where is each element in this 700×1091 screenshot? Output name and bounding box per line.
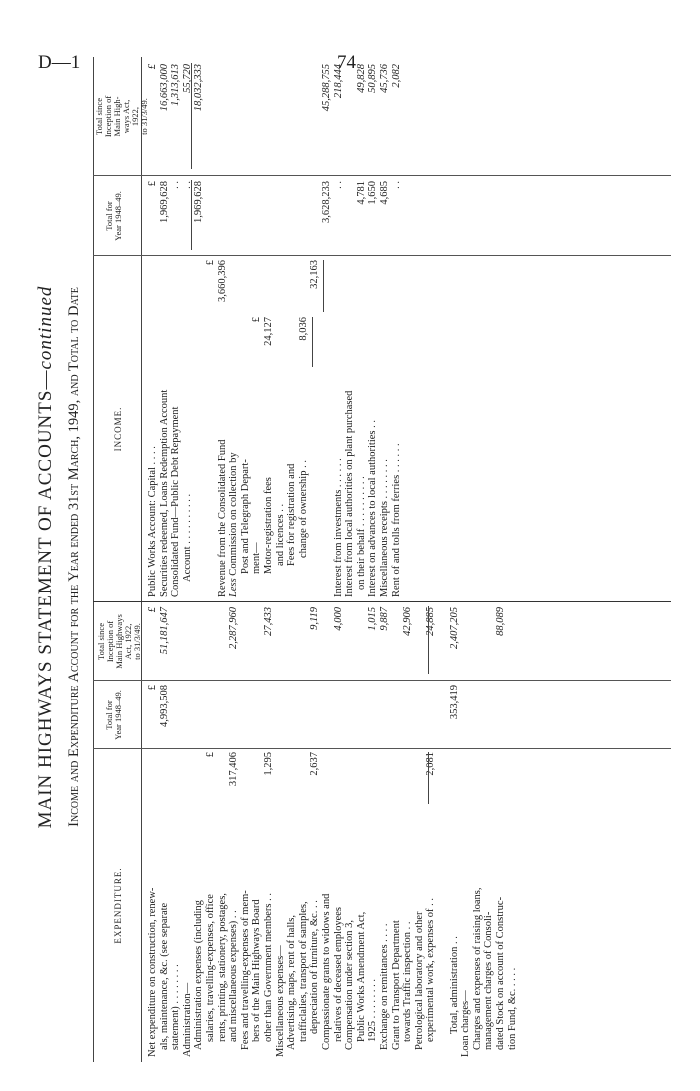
statement-row-text: Petrological laboratory and other [413, 911, 425, 1050]
statement-row-text: Motor-registration fees [263, 477, 274, 574]
amount-value: 51,181,647 [158, 607, 170, 655]
income-year-header [105, 176, 123, 256]
amount-value: 1,969,628 [158, 181, 170, 223]
title-main: MAIN HIGHWAYS STATEMENT OF ACCOUNTS— [35, 369, 56, 829]
amount-value: . . [181, 181, 193, 189]
amount-value: 1,650 [367, 181, 379, 205]
statement-row-text: bers of the Main Highways Board [251, 899, 263, 1042]
inc-sum-rule-year [191, 180, 192, 250]
statement-row-text: Public Works Amendment Act, [355, 911, 367, 1042]
header-rule-bottom [141, 57, 142, 1062]
statement-row-text: rents, printing, stationery, postages, [216, 893, 228, 1042]
statement-row-text: Interest from investments . . . . . . [332, 458, 344, 597]
column-header-line: Total since [96, 623, 106, 660]
amount-value: 2,081 [425, 752, 437, 776]
statement-row-text: Grant to Transport Department [390, 920, 402, 1050]
header-rule-top [93, 57, 94, 1062]
column-header-line: Main High- [112, 96, 122, 137]
amount-value: 24,127 [263, 317, 274, 346]
column-header-line: Act, 1922, [123, 623, 133, 660]
amount-value: 42,906 [402, 607, 414, 636]
statement-row-text: change of ownership . . [297, 460, 309, 558]
statement-row-text: Compensation under section 3, [344, 919, 356, 1050]
column-header-line: Inception of [105, 620, 115, 663]
rotated-statement-table [35, 52, 675, 1062]
column-divider-inc-1 [93, 255, 671, 256]
column-header-line: Total since [94, 98, 104, 135]
amount-value: 2,287,960 [228, 607, 240, 649]
statement-row-text: ment— [251, 542, 263, 574]
column-divider-exp-2 [93, 680, 671, 681]
statement-row-text: statement) . . . . . . . . [170, 964, 182, 1050]
amount-value: 2,637 [309, 752, 321, 776]
column-header-line: 1922, [130, 106, 140, 127]
expenditure-year-header [105, 681, 123, 749]
amount-value: 1,295 [263, 752, 274, 776]
statement-row-text: Compassionate grants to widows and [321, 893, 332, 1050]
inc-sub-rule [323, 260, 324, 312]
amount-value: 24,885 [425, 607, 437, 636]
amount-value: 45,736 [379, 64, 390, 93]
amount-value: 49,828 [355, 64, 367, 93]
amount-value: 9,887 [379, 607, 390, 631]
statement-row-text: Public Works Account: Capital . . . . [147, 446, 158, 597]
amount-value: £ [147, 181, 158, 187]
title-suffix: continued [35, 285, 56, 370]
amount-value: 4,781 [355, 181, 367, 205]
statement-title [35, 52, 57, 1062]
statement-row-text: Total, administration . . [448, 936, 460, 1034]
column-header-line: to 31/3/49. [132, 623, 142, 660]
amount-value: 218,444 [332, 64, 344, 99]
statement-row-text: Account . . . . . . . . . . [181, 493, 193, 582]
amount-value: . . [170, 181, 182, 189]
amount-value: 45,288,755 [321, 64, 332, 112]
statement-row-text: Revenue from the Consolidated Fund [216, 439, 228, 597]
amount-value: 1,015 [367, 607, 379, 631]
statement-row-text: salaries, travelling-expenses, office [205, 894, 216, 1042]
statement-row-text: Fees and travelling-expenses of mem- [239, 890, 251, 1050]
income-since-header [95, 57, 149, 176]
statement-row-text: Miscellaneous receipts . . . . . . . . [379, 459, 390, 597]
amount-value: 55,720 [181, 64, 193, 93]
statement-row-text: Exchange on remittances . . . . [379, 923, 390, 1050]
statement-row-text: experimental work, expenses of . . [425, 897, 437, 1042]
statement-row-text: towards Traffic inspection . . [402, 921, 414, 1042]
statement-row-text: Securities redeemed, Loans Redemption Account [158, 389, 170, 597]
statement-row-text: Administration— [181, 982, 193, 1057]
column-header-line: Year 1948–49. [113, 191, 123, 241]
amount-value: 18,032,333 [193, 64, 205, 112]
statement-row-text: relatives of deceased employees [332, 907, 344, 1042]
exp-total-rule-sub [428, 752, 429, 804]
column-header-line: Year 1948–49. [113, 690, 123, 740]
statement-row-text: depreciation of furniture, &c. . . [309, 900, 321, 1034]
inc-sum-rule-since [191, 63, 192, 169]
expenditure-header: EXPENDITURE. [113, 867, 123, 944]
expenditure-since-header [97, 602, 142, 681]
inc-inner-rule [312, 317, 313, 367]
amount-value: 1,969,628 [193, 181, 205, 223]
page-reference: D—1 [38, 52, 81, 73]
amount-value: 4,685 [379, 181, 390, 205]
amount-value: 4,000 [332, 607, 344, 631]
statement-row-text: als, maintenance, &c. (see separate [158, 902, 170, 1050]
column-divider-inc-2 [93, 175, 671, 176]
statement-row-text: on their behalf . . . . . . . . . . [355, 476, 367, 590]
amount-value: £ [147, 685, 158, 691]
amount-value: 27,433 [263, 607, 274, 636]
amount-value: 4,993,508 [158, 685, 170, 727]
amount-value: 88,089 [495, 607, 506, 636]
amount-value: 1,313,613 [170, 64, 182, 106]
statement-row-text: tion Fund, &c. . . . . [506, 967, 518, 1050]
statement-row-text: trafficlalies, transport of samples, [297, 901, 309, 1042]
amount-value: . . [332, 181, 344, 189]
statement-row-text: Interest on advances to local authorities . . [367, 420, 379, 597]
statement-row-text: Net expenditure on construction, renew- [147, 887, 158, 1057]
column-header-line: Inception of [103, 95, 113, 138]
statement-row-text: Rent of and tolls from ferries . . . . . . [390, 443, 402, 597]
statement-row-text: Post and Telegraph Depart- [239, 459, 251, 574]
amount-value: £ [205, 752, 216, 758]
statement-row-text: other than Government members . . [263, 893, 274, 1042]
amount-value: £ [251, 317, 263, 323]
column-header-line: Total for [104, 700, 114, 730]
statement-row-text: 1925 . . . . . . . . [367, 979, 379, 1042]
income-header: INCOME. [113, 406, 123, 452]
statement-row-text: Interest from local authorities on plant purchased [344, 390, 356, 597]
amount-value: 3,660,396 [216, 260, 228, 302]
column-divider-center [93, 601, 671, 602]
statement-row-text: and miscellaneous expenses) . . [228, 910, 240, 1042]
amount-value: 9,119 [309, 607, 321, 630]
amount-value: 16,663,000 [158, 64, 170, 112]
column-divider-exp-1 [93, 748, 671, 749]
statement-row-text: Consolidated Fund—Public Debt Repayment [170, 406, 182, 597]
amount-value: £ [147, 607, 158, 613]
page-number: 74 [337, 52, 356, 73]
amount-value: £ [147, 64, 158, 70]
statement-subtitle: Income and Expenditure Account for the Year ended 31st March, 1949, and Total to Date [66, 287, 82, 827]
amount-value: 2,407,205 [448, 607, 460, 649]
column-header-line: to 31/3/49. [139, 98, 149, 135]
amount-value: 2,082 [390, 64, 402, 88]
statement-row-text: management charges of Consoli- [483, 911, 495, 1050]
amount-value: 8,036 [297, 317, 309, 341]
statement-row-text: Less Commission on collection by [228, 452, 240, 597]
statement-row-text: Loan charges— [460, 990, 472, 1057]
statement-row-text: and licences . . [274, 503, 286, 566]
column-header-line: ways Act, [121, 99, 131, 134]
statement-row-text: Charges and expenses of raising loans, [471, 887, 483, 1050]
statement-row-text: Administration expenses (including [193, 900, 205, 1050]
amount-value: 317,406 [228, 752, 240, 787]
column-header-line: Main Highways [114, 614, 124, 669]
column-header-line: Total for [104, 201, 114, 231]
statement-row-text: dated Stock on account of Construc- [495, 896, 506, 1050]
amount-value: 32,163 [309, 260, 321, 289]
amount-value: £ [205, 260, 216, 266]
amount-value: 3,628,233 [321, 181, 332, 223]
statement-row-text: Miscellaneous expenses— [274, 945, 286, 1057]
amount-value: 50,895 [367, 64, 379, 93]
exp-total-rule-since [428, 606, 429, 674]
statement-row-text: Fees for registration and [286, 463, 298, 566]
amount-value: . . [390, 181, 402, 189]
statement-row-text: Advertising, maps, rent of halls, [286, 914, 298, 1050]
amount-value: 353,419 [448, 685, 460, 720]
